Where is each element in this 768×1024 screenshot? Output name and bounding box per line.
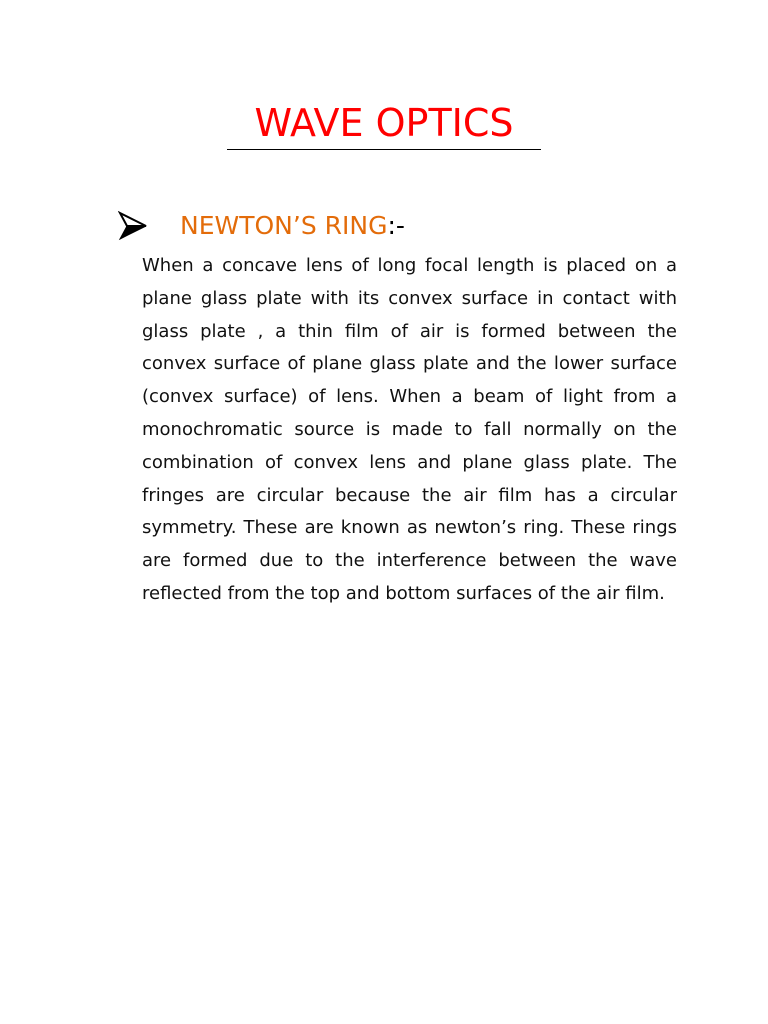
- section-heading-text: [180, 206, 405, 246]
- title-underline: [227, 149, 541, 150]
- page-title: WAVE OPTICS: [254, 101, 514, 145]
- section-heading-suffix: :-: [387, 211, 405, 240]
- section-heading: [118, 206, 405, 246]
- arrow-bullet-icon: [118, 211, 148, 241]
- section-paragraph: When a concave lens of long focal length is placed on a plane glass plate with its convex surface in contact with glass plate , a thin film of air is formed between the convex surface of plane glass plate and the lower surface (convex surface) of lens. When a beam of light from a monochromatic source is made to fall normally on the combination of convex lens and plane glass plate. The fringes are circular because the air film has a circular symmetry. These are known as newton’s ring. These rings are formed due to the interference between the wave reflected from the top and bottom surfaces of the air film.: [142, 255, 677, 604]
- section-heading-label: NEWTON’S RING: [180, 211, 388, 240]
